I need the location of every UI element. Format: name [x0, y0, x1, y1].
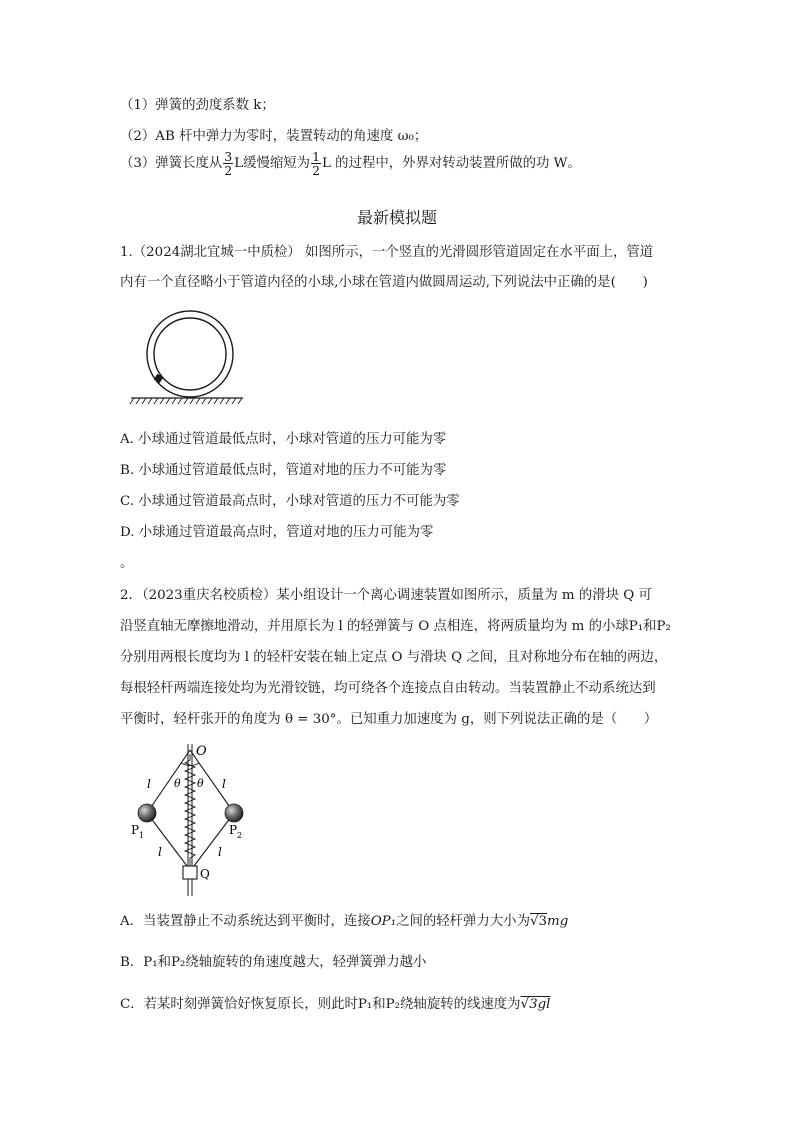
p1-option-c: C. 小球通过管道最高点时，小球对管道的压力不可能为零: [120, 494, 460, 509]
p2-option-a-text-2: 之间的轻杆弹力大小为: [396, 914, 530, 929]
p2-line-5: 平衡时，轻杆张开的角度为 θ = 30°。已知重力加速度为 g，则下列说法正确的是（ ）: [120, 712, 658, 727]
prev-q3-part-c: L 的过程中，外界对转动装置所做的功 W。: [322, 156, 581, 171]
label-P2-sub: 2: [237, 831, 243, 840]
label-theta-left: θ: [174, 777, 181, 790]
p2-option-c-text: C．若某时刻弹簧恰好恢复原长，则此时P₁和P₂绕轴旋转的线速度为: [120, 997, 521, 1012]
fraction-three-halves: $\frac{3}{2}$: [224, 149, 233, 178]
p1-option-b: B. 小球通过管道最低点时，管道对地的压力不可能为零: [120, 463, 447, 478]
p2-option-a-text-1: A．当装置静止不动系统达到平衡时，连接: [120, 914, 371, 929]
p1-option-d: D. 小球通过管道最高点时，管道对地的压力可能为零: [120, 525, 434, 540]
p2-option-a-tail: mg: [547, 914, 569, 929]
p1-option-a: A. 小球通过管道最低点时，小球对管道的压力可能为零: [120, 432, 447, 447]
fraction-one-half: $\frac{1}{2}$: [312, 149, 321, 178]
p2-option-a-root: √3: [529, 914, 548, 929]
p2-option-c: [120, 995, 550, 1015]
prev-q3-part-b: L缓慢缩短为: [234, 156, 311, 171]
label-P1-sub: 1: [139, 831, 145, 840]
p1-stem-line-1: 1.（2024湖北宜城一中质检） 如图所示，一个竖直的光滑圆形管道固定在水平面上，管道: [120, 245, 654, 260]
prev-question-1: （1）弹簧的劲度系数 k；: [120, 98, 275, 113]
centrifugal-governor-figure: [125, 740, 243, 900]
p2-option-c-root: √3gl: [520, 997, 551, 1012]
label-l-lower-left: l: [158, 845, 162, 859]
p2-option-a-var: OP₁: [370, 914, 397, 929]
circular-tube-figure: [128, 310, 248, 410]
p2-option-a: [120, 912, 568, 932]
p2-line-1: 2．（2023重庆名校质检）某小组设计一个离心调速装置如图所示，质量为 m 的滑块 Q 可: [120, 588, 652, 603]
label-l-upper-right: l: [222, 777, 226, 791]
p2-line-3: 分别用两根长度均为 l 的轻杆安装在轴上定点 O 与滑块 Q 之间，且对称地分布在轴的两边，: [120, 650, 668, 665]
p2-option-b: B．P₁和P₂绕轴旋转的角速度越大，轻弹簧弹力越小: [120, 955, 427, 970]
p2-line-4: 每根轻杆两端连接处均为光滑铰链，均可绕各个连接点自由转动。当装置静止不动系统达到: [120, 681, 656, 696]
label-theta-right: θ: [197, 777, 204, 790]
label-l-lower-right: l: [218, 845, 222, 859]
p2-line-2: 沿竖直轴无摩擦地滑动，并用原长为 l 的轻弹簧与 O 点相连，将两质量均为 m 的小球P₁和P₂: [120, 619, 671, 634]
section-title: 最新模拟题: [356, 208, 437, 227]
label-Q: Q: [200, 867, 210, 881]
prev-question-2: （2）AB 杆中弹力为零时，装置转动的角速度 ω₀；: [120, 129, 428, 144]
p1-stem-line-2: 内有一个直径略小于管道内径的小球,小球在管道内做圆周运动,下列说法中正确的是( ): [120, 275, 648, 290]
label-l-upper-left: l: [147, 777, 151, 791]
label-P1: P: [131, 823, 140, 837]
label-O: O: [196, 744, 207, 759]
p1-trailing-mark: 。: [120, 556, 134, 571]
label-P2: P: [229, 823, 238, 837]
prev-q3-part-a: （3）弹簧长度从: [120, 156, 223, 171]
prev-question-3: [120, 150, 581, 177]
